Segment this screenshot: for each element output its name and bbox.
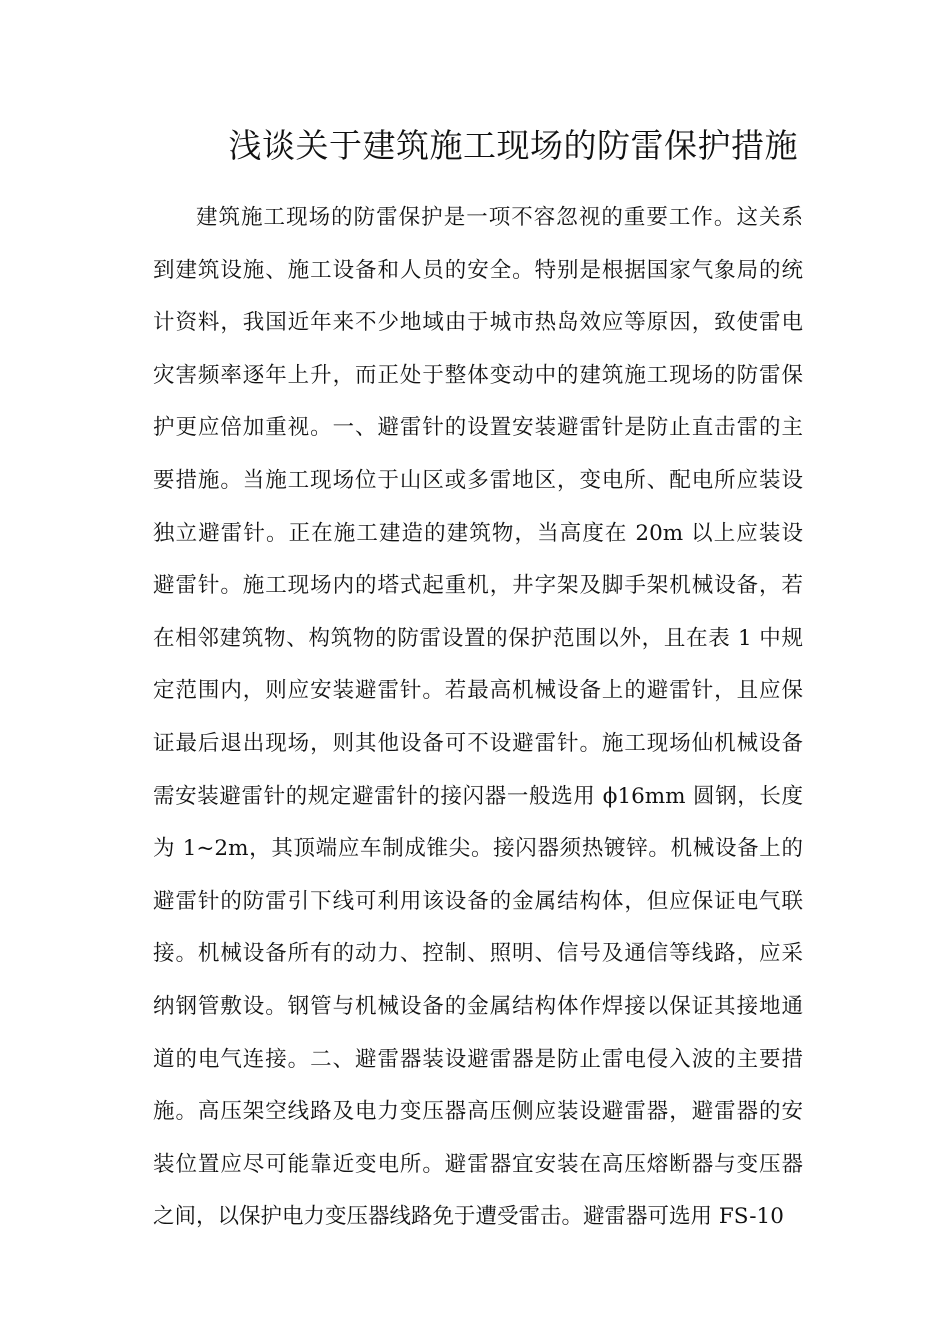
- paragraph-line: 接。机械设备所有的动力、控制、照明、信号及通信等线路，应采: [153, 941, 803, 967]
- paragraph-line: 纳钢管敷设。钢管与机械设备的金属结构体作焊接以保证其接地通: [153, 993, 803, 1019]
- document-title: 浅谈关于建筑施工现场的防雷保护措施: [228, 126, 798, 165]
- paragraph-line: 避雷针的防雷引下线可利用该设备的金属结构体，但应保证电气联: [153, 888, 803, 914]
- paragraph-line: 道的电气连接。二、避雷器装设避雷器是防止雷电侵入波的主要措: [153, 1046, 803, 1072]
- paragraph-line: 在相邻建筑物、构筑物的防雷设置的保护范围以外，且在表 1 中规: [153, 625, 803, 651]
- paragraph-line: 护更应倍加重视。一、避雷针的设置安装避雷针是防止直击雷的主: [153, 415, 803, 441]
- paragraph-line: 独立避雷针。正在施工建造的建筑物，当高度在 20m 以上应装设: [153, 520, 803, 546]
- paragraph-line: 定范围内，则应安装避雷针。若最高机械设备上的避雷针，且应保: [153, 678, 803, 704]
- paragraph-line: 需安装避雷针的规定避雷针的接闪器一般选用 ϕ16mm 圆钢，长度: [153, 783, 803, 809]
- paragraph-line: 施。高压架空线路及电力变压器高压侧应装设避雷器，避雷器的安: [153, 1099, 803, 1125]
- paragraph-line: 证最后退出现场，则其他设备可不设避雷针。施工现场仙机械设备: [153, 730, 803, 756]
- paragraph-line: 之间，以保护电力变压器线路免于遭受雷击。避雷器可选用 FS-10: [153, 1204, 784, 1230]
- paragraph-line: 到建筑设施、施工设备和人员的安全。特别是根据国家气象局的统: [153, 257, 803, 283]
- paragraph-line: 为 1~2m，其顶端应车制成锥尖。接闪器须热镀锌。机械设备上的: [153, 836, 803, 862]
- paragraph-line: 灾害频率逐年上升，而正处于整体变动中的建筑施工现场的防雷保: [153, 362, 803, 388]
- body-paragraph: [153, 192, 803, 1244]
- paragraph-line: 装位置应尽可能靠近变电所。避雷器宜安装在高压熔断器与变压器: [153, 1151, 803, 1177]
- paragraph-line: 计资料，我国近年来不少地域由于城市热岛效应等原因，致使雷电: [153, 310, 803, 336]
- paragraph-line: 要措施。当施工现场位于山区或多雷地区，变电所、配电所应装设: [153, 467, 803, 493]
- paragraph-line: 建筑施工现场的防雷保护是一项不容忽视的重要工作。这关系: [196, 205, 803, 230]
- paragraph-line: 避雷针。施工现场内的塔式起重机，井字架及脚手架机械设备，若: [153, 573, 803, 599]
